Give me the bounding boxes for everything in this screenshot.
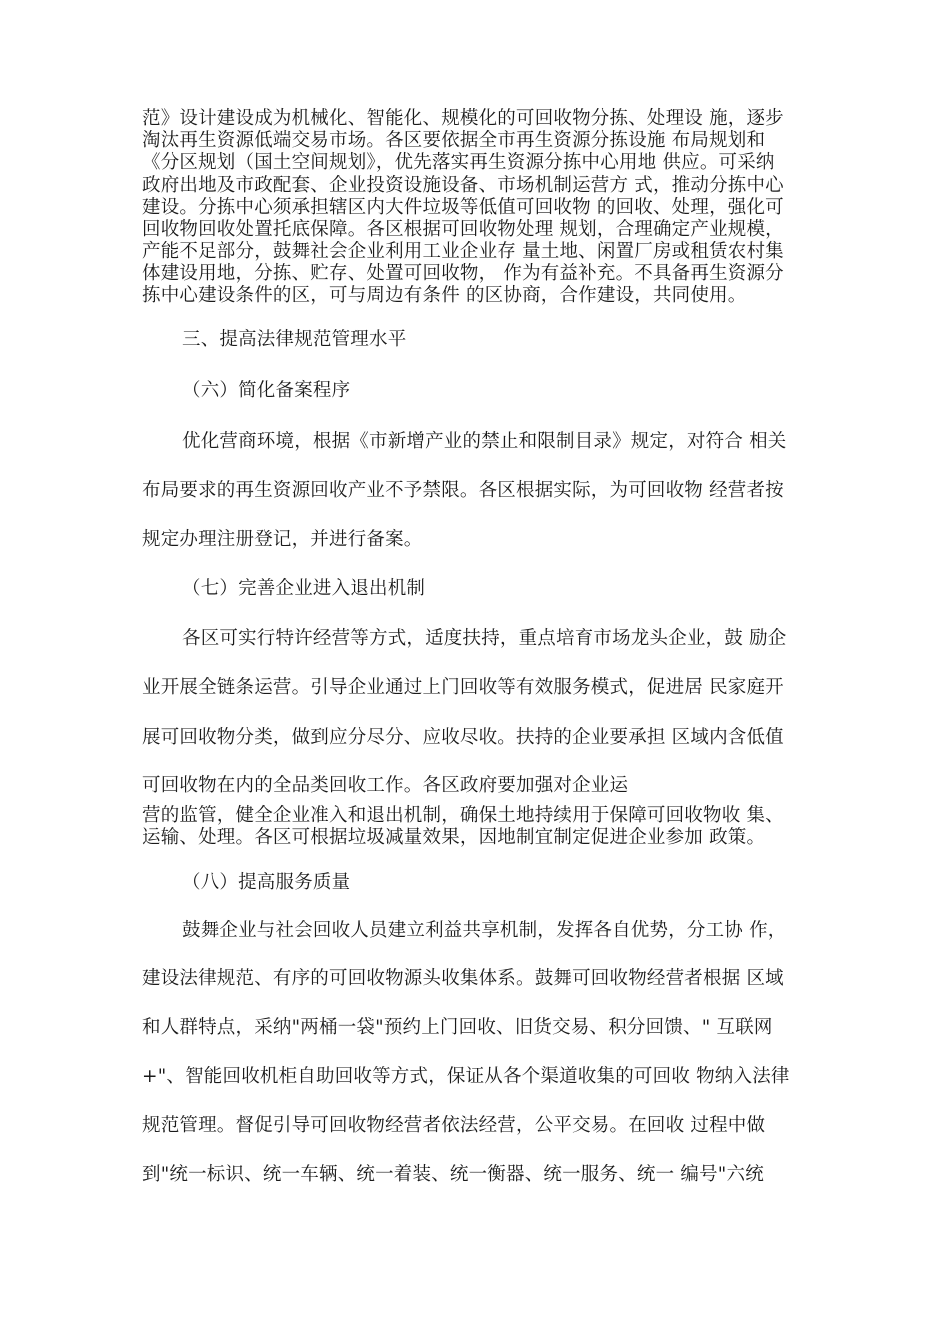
text-line: 回收物回收处置托底保障。各区根据可回收物处理 规划，合理确定产业规模， xyxy=(142,219,784,240)
text-line: 淘汰再生资源低端交易市场。各区要依据全市再生资源分拣设施 布局规划和 xyxy=(142,130,766,151)
text-line: 营的监管，健全企业准入和退出机制，确保土地持续用于保障可回收物收 集、 xyxy=(142,805,784,826)
text-line: 业开展全链条运营。引导企业通过上门回收等有效服务模式，促进居 民家庭开 xyxy=(142,677,784,698)
text-line: 范》设计建设成为机械化、智能化、规模化的可回收物分拣、处理设 施，逐步 xyxy=(142,108,784,129)
text-line: 拣中心建设条件的区，可与周边有条件 的区协商，合作建设，共同使用。 xyxy=(142,285,747,306)
text-line: 可回收物在内的全品类回收工作。各区政府要加强对企业运 xyxy=(142,775,629,796)
subsection-heading: （七）完善企业进入退出机制 xyxy=(182,578,426,599)
text-line: 体建设用地，分拣、贮存、处置可回收物， 作为有益补充。不具备再生资源分 xyxy=(142,263,784,284)
section-heading: 三、提高法律规范管理水平 xyxy=(182,329,407,350)
text-line: 和人群特点，采纳"两桶一袋"预约上门回收、旧货交易、积分回馈、" 互联网 xyxy=(142,1017,773,1038)
text-line: 鼓舞企业与社会回收人员建立利益共享机制，发挥各自优势，分工协 作， xyxy=(182,920,787,941)
subsection-heading: （六）简化备案程序 xyxy=(182,380,351,401)
text-line: +"、智能回收机柜自助回收等方式，保证从各个渠道收集的可回收 物纳入法律 xyxy=(142,1066,790,1087)
text-line: 各区可实行特许经营等方式，适度扶持，重点培育市场龙头企业，鼓 励企 xyxy=(182,628,787,649)
text-line: 布局要求的再生资源回收产业不予禁限。各区根据实际，为可回收物 经营者按 xyxy=(142,480,784,501)
text-line: 优化营商环境，根据《市新增产业的禁止和限制目录》规定，对符合 相关 xyxy=(182,431,787,452)
text-line: 规定办理注册登记，并进行备案。 xyxy=(142,529,423,550)
text-line: 展可回收物分类，做到应分尽分、应收尽收。扶持的企业要承担 区域内含低值 xyxy=(142,727,784,748)
text-line: 到"统一标识、统一车辆、统一着装、统一衡器、统一服务、统一 编号"六统 xyxy=(142,1164,764,1185)
subsection-heading: （八）提高服务质量 xyxy=(182,872,351,893)
text-line: 建设。分拣中心须承担辖区内大件垃圾等低值可回收物 的回收、处理，强化可 xyxy=(142,197,784,218)
text-line: 建设法律规范、有序的可回收物源头收集体系。鼓舞可回收物经营者根据 区域 xyxy=(142,968,784,989)
text-line: 政府出地及市政配套、企业投资设施设备、市场机制运营方 式，推动分拣中心 xyxy=(142,175,784,196)
text-line: 产能不足部分，鼓舞社会企业利用工业企业存 量土地、闲置厂房或租赁农村集 xyxy=(142,241,784,262)
text-line: 规范管理。督促引导可回收物经营者依法经营，公平交易。在回收 过程中做 xyxy=(142,1115,766,1136)
text-line: 《分区规划（国土空间规划》，优先落实再生资源分拣中心用地 供应。可采纳 xyxy=(142,152,775,173)
text-line: 运输、处理。各区可根据垃圾减量效果，因地制宜制定促进企业参加 政策。 xyxy=(142,827,766,848)
